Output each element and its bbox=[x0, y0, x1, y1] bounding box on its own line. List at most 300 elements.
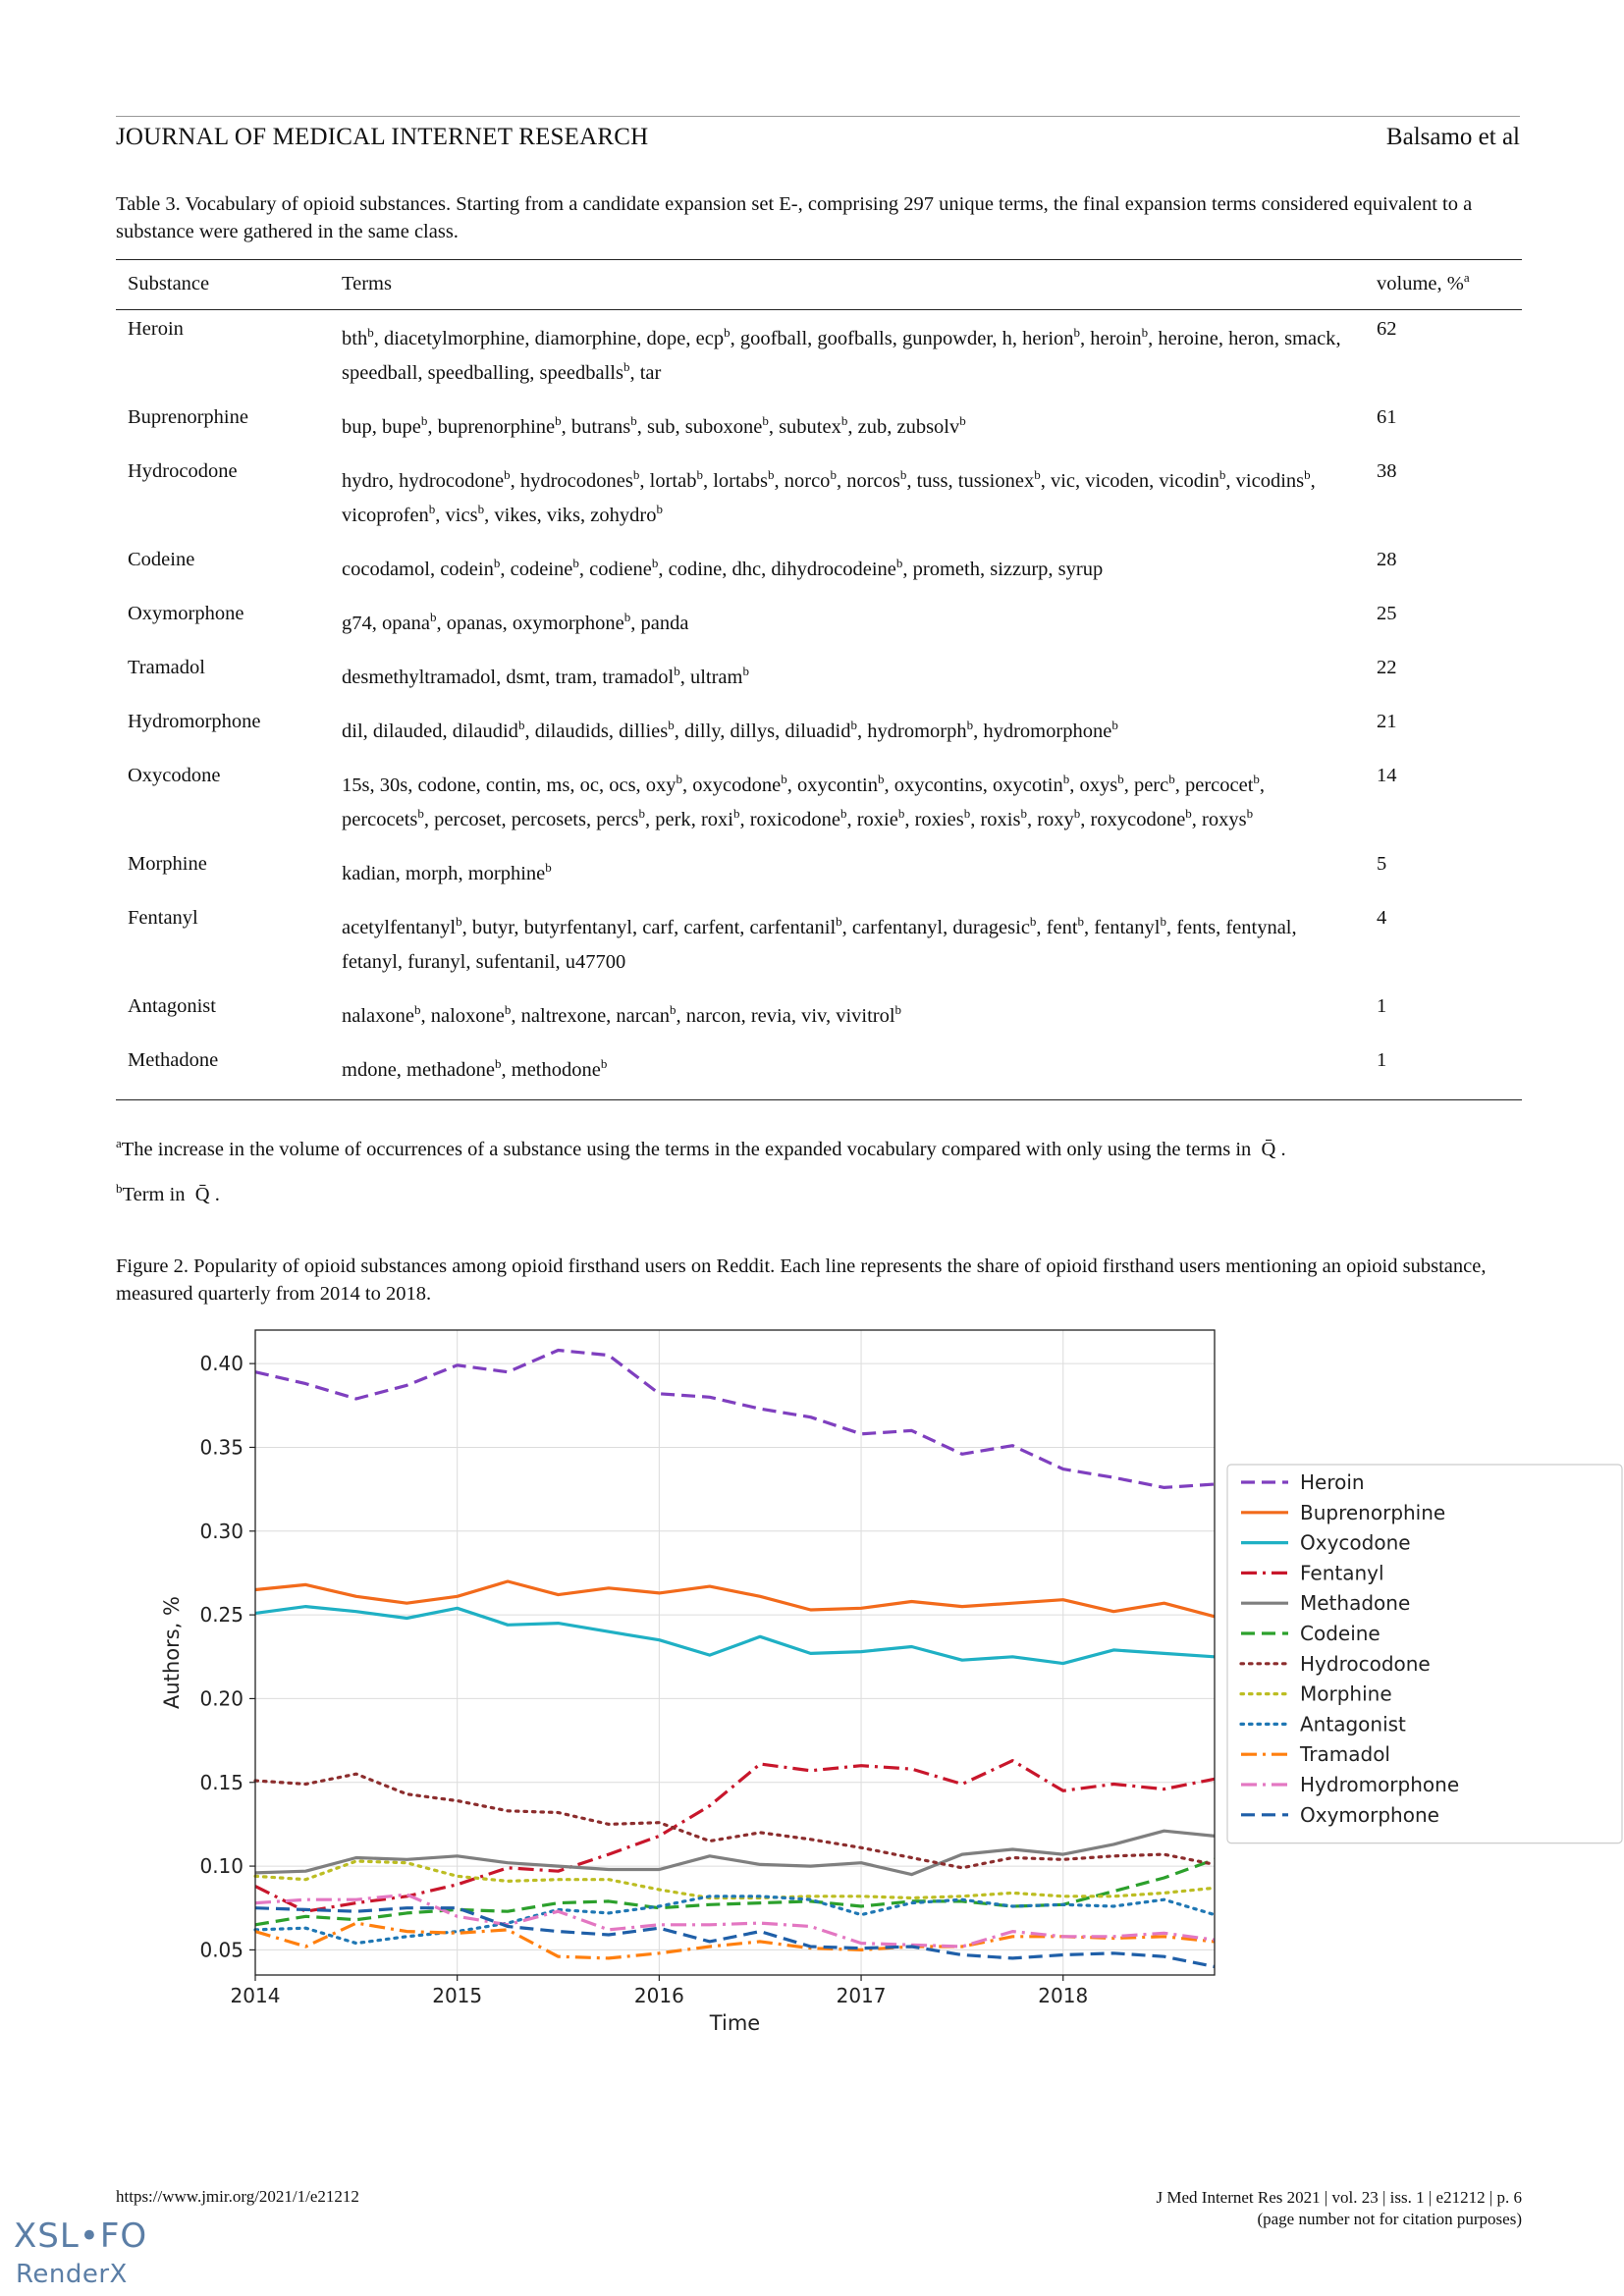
term-sup: b bbox=[623, 610, 631, 625]
term: subutex bbox=[779, 416, 841, 438]
term: sizzurp bbox=[990, 559, 1049, 580]
x-tick-label: 2015 bbox=[432, 1984, 483, 2007]
term: dilaudid bbox=[452, 721, 518, 742]
term-sup: b bbox=[850, 718, 857, 733]
legend-label: Fentanyl bbox=[1300, 1561, 1384, 1585]
terms-cell: dil, dilauded, dilaudid$^b$, dilaudids, dillies$^b$, dilly, dillys, diluadid$^b$, hydromorph$^b$, hydromorphone$^b$ bbox=[342, 718, 1118, 742]
term: percoset bbox=[434, 809, 502, 830]
term-sup: b bbox=[1062, 772, 1070, 787]
term-sup: b bbox=[696, 467, 703, 483]
term: bupe bbox=[382, 416, 421, 438]
legend-label: Hydromorphone bbox=[1300, 1773, 1460, 1796]
legend-label: Hydrocodone bbox=[1300, 1651, 1431, 1676]
term: fentanyl bbox=[1094, 917, 1161, 938]
volume-cell: 14 bbox=[1377, 765, 1397, 786]
footer-url[interactable]: https://www.jmir.org/2021/1/e21212 bbox=[116, 2187, 359, 2206]
term-sup: b bbox=[367, 325, 374, 341]
y-tick-label: 0.40 bbox=[199, 1352, 244, 1376]
term: oxycodone bbox=[692, 774, 782, 796]
term-sup: b bbox=[517, 718, 525, 733]
term: kadian bbox=[342, 863, 396, 884]
legend-label: Buprenorphine bbox=[1300, 1500, 1446, 1524]
legend-label: Tramadol bbox=[1300, 1742, 1390, 1767]
term-sup: b bbox=[1117, 772, 1124, 787]
term: h bbox=[1001, 328, 1012, 349]
footer-citation-note: (page number not for citation purposes) bbox=[1257, 2210, 1522, 2228]
term: dil bbox=[342, 721, 363, 742]
legend-label: Methadone bbox=[1300, 1591, 1411, 1616]
table-row bbox=[116, 757, 1522, 845]
term-sup: b bbox=[724, 325, 731, 341]
series-line-buprenorphine bbox=[255, 1581, 1215, 1617]
term: perk bbox=[655, 809, 691, 830]
term: sufentanil bbox=[475, 951, 556, 973]
term: roxys bbox=[1202, 809, 1247, 830]
term-sup: b bbox=[1218, 467, 1226, 483]
term: 30s bbox=[379, 774, 408, 796]
term: oxys bbox=[1079, 774, 1118, 796]
term-sup: b bbox=[768, 467, 775, 483]
volume-cell: 21 bbox=[1377, 711, 1397, 732]
header-terms: Terms bbox=[330, 260, 1365, 310]
legend-label: Codeine bbox=[1300, 1622, 1380, 1645]
volume-cell: 4 bbox=[1377, 907, 1387, 929]
term: ecp bbox=[695, 328, 725, 349]
term-sup: b bbox=[762, 413, 769, 429]
term-sup: b bbox=[1141, 325, 1149, 341]
substance-cell: Morphine bbox=[128, 853, 207, 875]
term-sup: b bbox=[600, 1056, 608, 1072]
y-tick-label: 0.10 bbox=[199, 1854, 244, 1879]
legend-label: Oxycodone bbox=[1300, 1530, 1411, 1555]
term: herion bbox=[1022, 328, 1074, 349]
term: zub bbox=[857, 416, 888, 438]
terms-cell: hydro, hydrocodone$^b$, hydrocodones$^b$, lortab$^b$, lortabs$^b$, norco$^b$, norcos$^b$, tuss, tussionex$^b$, vic, vicoden, vicodin$^b$, vicodins$^b$, vicoprofen$^b$, vics$^b$, vikes, viks, zohydro$^b$ bbox=[342, 467, 1316, 526]
term-sup: b bbox=[428, 502, 436, 517]
term: narcan bbox=[616, 1005, 671, 1027]
term: percocet bbox=[1184, 774, 1254, 796]
series-line-tramadol bbox=[255, 1923, 1215, 1958]
term-sup: b bbox=[894, 1002, 902, 1018]
terms-cell: cocodamol, codein$^b$, codeine$^b$, codiene$^b$, codine, dhc, dihydrocodeine$^b$, prometh, sizzurp, syrup bbox=[342, 556, 1104, 580]
header-rule bbox=[116, 116, 1520, 117]
term-sup: b bbox=[732, 806, 740, 822]
term: naloxone bbox=[430, 1005, 505, 1027]
term: percocets bbox=[342, 809, 418, 830]
term-sup: b bbox=[1034, 467, 1041, 483]
term: gunpowder bbox=[901, 328, 993, 349]
term: g74 bbox=[342, 613, 372, 634]
term: fents bbox=[1176, 917, 1217, 938]
header-volume-sup: a bbox=[1463, 269, 1470, 285]
term: narcon bbox=[685, 1005, 741, 1027]
term-sup: b bbox=[959, 413, 966, 429]
term: tar bbox=[639, 362, 662, 384]
term: suboxone bbox=[684, 416, 763, 438]
term-sup: b bbox=[656, 502, 663, 517]
term: codine bbox=[668, 559, 723, 580]
terms-cell: kadian, morph, morphine$^b$ bbox=[342, 860, 552, 884]
y-tick-label: 0.25 bbox=[199, 1603, 244, 1628]
term: norcos bbox=[846, 470, 900, 492]
header-substance: Substance bbox=[116, 260, 330, 310]
volume-cell: 5 bbox=[1377, 853, 1387, 875]
term: percs bbox=[596, 809, 639, 830]
figure-caption: Figure 2. Popularity of opioid substances among opioid firsthand users on Reddit. Each line represents the share of opioid firsthand users mentioning an opioid substance, measured quarterly from 2014 to 2018. bbox=[116, 1255, 1487, 1305]
substance-cell: Antagonist bbox=[128, 995, 216, 1017]
term: roxi bbox=[700, 809, 733, 830]
header-volume-label: volume, % bbox=[1377, 272, 1464, 294]
term: oxy bbox=[645, 774, 677, 796]
term: hydrocodone bbox=[399, 470, 505, 492]
legend-label: Morphine bbox=[1300, 1682, 1392, 1706]
legend-label: Heroin bbox=[1300, 1470, 1365, 1494]
term: carfent bbox=[683, 917, 740, 938]
x-axis-title: Time bbox=[709, 2011, 761, 2035]
term: naltrexone bbox=[520, 1005, 607, 1027]
term: furanyl bbox=[407, 951, 466, 973]
term: smack bbox=[1284, 328, 1336, 349]
term-sup: b bbox=[1253, 772, 1260, 787]
term: fentynal bbox=[1225, 917, 1292, 938]
term: contin bbox=[485, 774, 537, 796]
term-sup: b bbox=[495, 1056, 502, 1072]
term: dilly bbox=[683, 721, 721, 742]
series-line-codeine bbox=[255, 1859, 1215, 1925]
term: heroine bbox=[1158, 328, 1218, 349]
term: morph bbox=[405, 863, 459, 884]
term-sup: b bbox=[1304, 467, 1311, 483]
term: ocs bbox=[609, 774, 636, 796]
term: codiene bbox=[589, 559, 652, 580]
term: desmethyltramadol bbox=[342, 667, 497, 688]
table-row bbox=[116, 649, 1522, 703]
substance-cell: Hydromorphone bbox=[128, 711, 261, 732]
term: diamorphine bbox=[534, 328, 637, 349]
term: diluadid bbox=[785, 721, 851, 742]
term: perc bbox=[1133, 774, 1169, 796]
term: bth bbox=[342, 328, 368, 349]
term: carf bbox=[642, 917, 675, 938]
table-caption: Table 3. Vocabulary of opioid substances. Starting from a candidate expansion set E-, comprising 297 unique terms, the final expansion terms considered equivalent to a substance were gathered in the same class. bbox=[116, 193, 1473, 242]
term-sup: b bbox=[632, 467, 640, 483]
terms-cell: nalaxone$^b$, naloxone$^b$, naltrexone, narcan$^b$, narcon, revia, viv, vivitrol$^b$ bbox=[342, 1002, 902, 1027]
term: bup bbox=[342, 416, 372, 438]
footnote-b bbox=[116, 1181, 220, 1206]
term: zubsolv bbox=[896, 416, 960, 438]
terms-cell: mdone, methadone$^b$, methodone$^b$ bbox=[330, 1041, 1365, 1100]
table-row bbox=[116, 399, 1522, 453]
term-sup: b bbox=[1185, 806, 1192, 822]
term-sup: b bbox=[638, 806, 645, 822]
term-sup: b bbox=[493, 556, 501, 571]
table-row bbox=[116, 541, 1522, 595]
term: butyr bbox=[471, 917, 514, 938]
terms-cell: desmethyltramadol, dsmt, tram, tramadol$^b$, ultram$^b$ bbox=[342, 664, 749, 688]
term: goofball bbox=[739, 328, 808, 349]
terms-cell: bup, bupe$^b$, buprenorphine$^b$, butrans$^b$, sub, suboxone$^b$, subutex$^b$, zub, zubsolv$^b$ bbox=[342, 413, 966, 438]
plot-frame bbox=[255, 1330, 1215, 1975]
y-tick-label: 0.30 bbox=[199, 1519, 244, 1543]
term: butrans bbox=[570, 416, 631, 438]
terms-cell: bth$^b$, diacetylmorphine, diamorphine, dope, ecp$^b$, goofball, goofballs, gunpowder, h, herion$^b$, heroin$^b$, heroine, heron, smack, speedball, speedballing, speedballs$^b$, tar bbox=[342, 325, 1341, 384]
term-sup: b bbox=[1020, 806, 1027, 822]
term: vikes bbox=[494, 505, 537, 526]
term-sup: b bbox=[676, 772, 683, 787]
footnote-a-mark: a bbox=[116, 1136, 122, 1151]
footnote-a-text: The increase in the volume of occurrences of a substance using the terms in the expanded vocabulary compared with only using the terms in bbox=[121, 1139, 1252, 1160]
term: 15s bbox=[342, 774, 370, 796]
footnote-b-text: Term in bbox=[122, 1184, 186, 1205]
term: dillys bbox=[730, 721, 776, 742]
term: roxis bbox=[980, 809, 1021, 830]
y-tick-label: 0.05 bbox=[199, 1938, 244, 1962]
terms-cell: acetylfentanyl$^b$, butyr, butyrfentanyl, carf, carfent, carfentanil$^b$, carfentanyl, duragesic$^b$, fent$^b$, fentanyl$^b$, fents, fentynal, fetanyl, furanyl, sufentanil, u47700 bbox=[342, 914, 1297, 973]
term: speedballing bbox=[427, 362, 530, 384]
footnote-b-symbol: Q̄ bbox=[194, 1184, 210, 1205]
term: goofballs bbox=[817, 328, 893, 349]
term-sup: b bbox=[456, 914, 462, 930]
term-sup: b bbox=[840, 413, 848, 429]
term-sup: b bbox=[963, 806, 971, 822]
substance-cell: Methadone bbox=[116, 1041, 330, 1100]
term: dsmt bbox=[506, 667, 546, 688]
term: roxies bbox=[914, 809, 964, 830]
term-sup: b bbox=[830, 467, 837, 483]
term-sup: b bbox=[630, 413, 637, 429]
term: vicodins bbox=[1235, 470, 1305, 492]
term: carfentanil bbox=[749, 917, 837, 938]
term: nalaxone bbox=[342, 1005, 414, 1027]
term: vicoden bbox=[1085, 470, 1150, 492]
term: heron bbox=[1228, 328, 1274, 349]
term: tram bbox=[555, 667, 593, 688]
journal-name: JOURNAL OF MEDICAL INTERNET RESEARCH bbox=[116, 124, 649, 150]
term: hydrocodones bbox=[519, 470, 633, 492]
footnote-a-period: . bbox=[1280, 1139, 1286, 1160]
term: buprenorphine bbox=[437, 416, 556, 438]
term: lortab bbox=[649, 470, 697, 492]
term-sup: b bbox=[420, 413, 428, 429]
y-tick-label: 0.20 bbox=[199, 1686, 244, 1711]
term: u47700 bbox=[565, 951, 626, 973]
term: codein bbox=[440, 559, 494, 580]
term: opana bbox=[382, 613, 430, 634]
term: cocodamol bbox=[342, 559, 430, 580]
term-sup: b bbox=[623, 359, 630, 375]
term: ms bbox=[546, 774, 570, 796]
xslfo-logo: XSL•FO bbox=[14, 2216, 148, 2256]
term: zohydro bbox=[590, 505, 657, 526]
term: roxicodone bbox=[749, 809, 840, 830]
volume-cell: 38 bbox=[1377, 460, 1397, 482]
term-sup: b bbox=[1077, 914, 1085, 930]
term: vicodin bbox=[1159, 470, 1219, 492]
term: hydromorphone bbox=[983, 721, 1112, 742]
term: viv bbox=[801, 1005, 826, 1027]
term: heroin bbox=[1090, 328, 1142, 349]
term-sup: b bbox=[477, 502, 485, 517]
volume-cell: 22 bbox=[1377, 657, 1397, 678]
table-row bbox=[116, 595, 1522, 649]
table-row bbox=[116, 703, 1522, 757]
x-tick-label: 2014 bbox=[230, 1984, 281, 2007]
term-sup: b bbox=[1111, 718, 1118, 733]
term-sup: b bbox=[414, 1002, 421, 1018]
term: codeine bbox=[510, 559, 573, 580]
footnote-a bbox=[116, 1136, 1286, 1161]
term: tussionex bbox=[957, 470, 1035, 492]
term: vivitrol bbox=[836, 1005, 895, 1027]
term: butyrfentanyl bbox=[523, 917, 633, 938]
term-sup: b bbox=[742, 664, 749, 679]
term: oc bbox=[579, 774, 599, 796]
header-volume bbox=[1365, 260, 1522, 310]
term-sup: b bbox=[668, 718, 675, 733]
term: prometh bbox=[912, 559, 980, 580]
term-sup: b bbox=[878, 772, 885, 787]
term-sup: b bbox=[674, 664, 680, 679]
term: morphine bbox=[467, 863, 546, 884]
substance-cell: Tramadol bbox=[128, 657, 205, 678]
term-sup: b bbox=[572, 556, 579, 571]
table-row bbox=[116, 988, 1522, 1041]
term: vicoprofen bbox=[342, 505, 429, 526]
term-sup: b bbox=[836, 914, 842, 930]
term-sup: b bbox=[555, 413, 562, 429]
term: speedball bbox=[342, 362, 418, 384]
term-sup: b bbox=[670, 1002, 677, 1018]
term: codone bbox=[417, 774, 476, 796]
footnote-b-period: . bbox=[214, 1184, 220, 1205]
table-row bbox=[116, 310, 1522, 400]
term: diacetylmorphine bbox=[383, 328, 525, 349]
footer-citation bbox=[1157, 2187, 1522, 2230]
term: roxie bbox=[856, 809, 898, 830]
term: oxycotin bbox=[992, 774, 1063, 796]
term-sup: b bbox=[545, 860, 552, 876]
volume-cell: 25 bbox=[1377, 603, 1397, 624]
y-tick-label: 0.15 bbox=[199, 1770, 244, 1794]
x-tick-label: 2018 bbox=[1038, 1984, 1089, 2007]
volume-cell: 1 bbox=[1365, 1041, 1522, 1100]
y-tick-label: 0.35 bbox=[199, 1435, 244, 1460]
term: methodone bbox=[511, 1059, 601, 1081]
term: oxycontin bbox=[797, 774, 878, 796]
term: tuss bbox=[916, 470, 948, 492]
term: carfentanyl bbox=[851, 917, 944, 938]
table-header-row bbox=[116, 260, 1522, 310]
term: syrup bbox=[1057, 559, 1104, 580]
substance-cell: Hydrocodone bbox=[128, 460, 238, 482]
term: methadone bbox=[406, 1059, 495, 1081]
term: fetanyl bbox=[342, 951, 398, 973]
term: sub bbox=[647, 416, 676, 438]
footnote-a-symbol: Q̄ bbox=[1261, 1139, 1276, 1160]
term: vics bbox=[445, 505, 478, 526]
substance-cell: Codeine bbox=[128, 549, 195, 570]
series-line-heroin bbox=[255, 1351, 1215, 1488]
term: ultram bbox=[689, 667, 743, 688]
term: revia bbox=[750, 1005, 791, 1027]
article-authors: Balsamo et al bbox=[1385, 124, 1520, 150]
footnote-b-mark: b bbox=[116, 1181, 123, 1197]
term-sup: b bbox=[1160, 914, 1166, 930]
term: roxy bbox=[1037, 809, 1074, 830]
legend-label: Antagonist bbox=[1300, 1712, 1406, 1736]
substance-cell: Oxymorphone bbox=[128, 603, 244, 624]
table-row bbox=[116, 845, 1522, 899]
term: mdone bbox=[342, 1059, 397, 1081]
term: dillies bbox=[619, 721, 669, 742]
term: duragesic bbox=[952, 917, 1030, 938]
term: lortabs bbox=[713, 470, 768, 492]
term-sup: b bbox=[897, 806, 905, 822]
term-sup: b bbox=[417, 806, 424, 822]
term: opanas bbox=[446, 613, 503, 634]
term: acetylfentanyl bbox=[342, 917, 457, 938]
volume-cell: 61 bbox=[1377, 406, 1397, 428]
y-axis-title: Authors, % bbox=[160, 1596, 184, 1709]
terms-cell: g74, opana$^b$, opanas, oxymorphone$^b$, panda bbox=[342, 610, 689, 634]
term: norco bbox=[784, 470, 831, 492]
substance-cell: Buprenorphine bbox=[128, 406, 248, 428]
series-line-methadone bbox=[255, 1831, 1215, 1874]
terms-cell: 15s, 30s, codone, contin, ms, oc, ocs, oxy$^b$, oxycodone$^b$, oxycontin$^b$, oxycontins, oxycotin$^b$, oxys$^b$, perc$^b$, percocet$^b$, percocets$^b$, percoset, percosets, percs$^b$, perk, roxi$^b$, roxicodone$^b$, roxie$^b$, roxies$^b$, roxis$^b$, roxy$^b$, roxycodone$^b$, roxys$^b$ bbox=[342, 772, 1266, 830]
term-sup: b bbox=[895, 556, 903, 571]
volume-cell: 1 bbox=[1377, 995, 1387, 1017]
term-sup: b bbox=[504, 467, 511, 483]
term-sup: b bbox=[781, 772, 787, 787]
term: speedballs bbox=[539, 362, 623, 384]
table-row bbox=[116, 1041, 1522, 1100]
vocabulary-table bbox=[116, 259, 1522, 1100]
footer-citation-line: J Med Internet Res 2021 | vol. 23 | iss. 1 | e21212 | p. 6 bbox=[1156, 2188, 1522, 2207]
x-tick-label: 2017 bbox=[836, 1984, 887, 2007]
term-sup: b bbox=[1246, 806, 1254, 822]
term: dope bbox=[646, 328, 686, 349]
table-row bbox=[116, 899, 1522, 988]
term-sup: b bbox=[1168, 772, 1175, 787]
substance-cell: Oxycodone bbox=[128, 765, 221, 786]
series-line-morphine bbox=[255, 1861, 1215, 1898]
term: fent bbox=[1046, 917, 1078, 938]
volume-cell: 28 bbox=[1377, 549, 1397, 570]
term-sup: b bbox=[966, 718, 974, 733]
term-sup: b bbox=[429, 610, 437, 625]
term-sup: b bbox=[504, 1002, 512, 1018]
table-row bbox=[116, 453, 1522, 541]
term-sup: b bbox=[1073, 806, 1081, 822]
substance-cell: Heroin bbox=[128, 318, 184, 340]
term: vic bbox=[1050, 470, 1075, 492]
term-sup: b bbox=[899, 467, 907, 483]
term: dihydrocodeine bbox=[771, 559, 896, 580]
term: dilauded bbox=[372, 721, 443, 742]
legend-label: Oxymorphone bbox=[1300, 1802, 1439, 1827]
term: hydro bbox=[342, 470, 389, 492]
term-sup: b bbox=[1073, 325, 1081, 341]
term: percosets bbox=[511, 809, 586, 830]
term: tramadol bbox=[602, 667, 675, 688]
term: viks bbox=[546, 505, 581, 526]
renderx-logo: RenderX bbox=[16, 2260, 128, 2289]
popularity-line-chart bbox=[157, 1315, 1624, 2061]
substance-cell: Fentanyl bbox=[128, 907, 198, 929]
volume-cell: 62 bbox=[1377, 318, 1397, 340]
term: oxycontins bbox=[893, 774, 983, 796]
term-sup: b bbox=[839, 806, 847, 822]
